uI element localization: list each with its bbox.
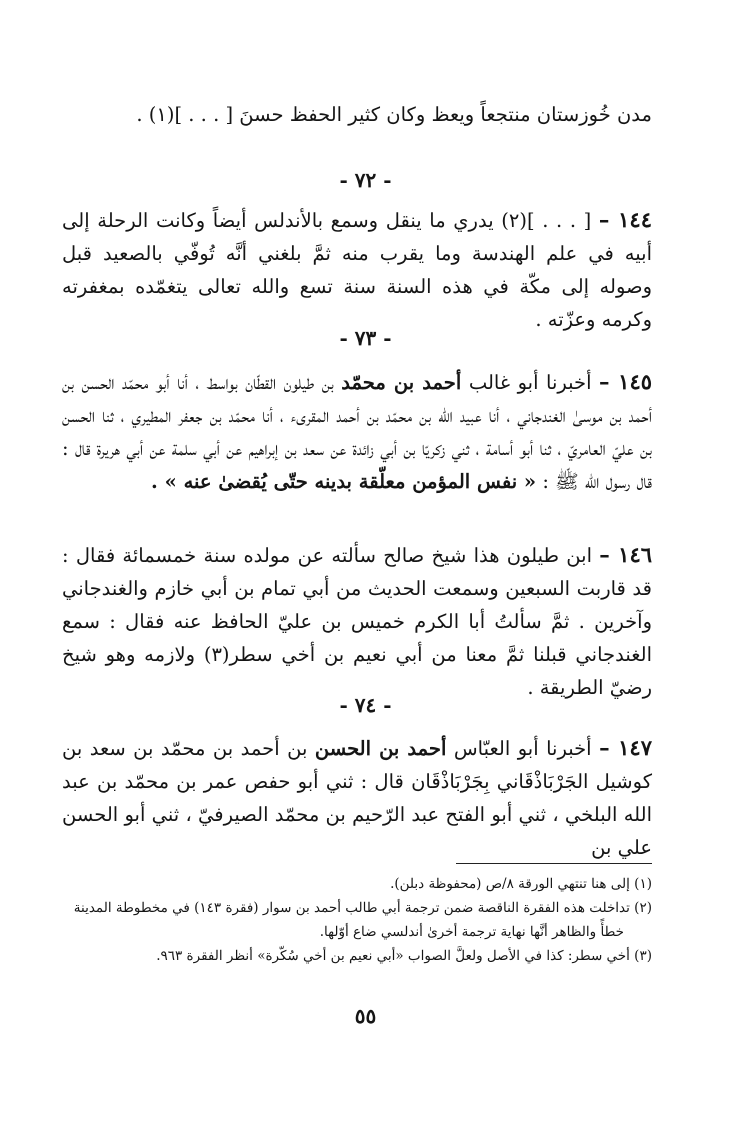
entry-number: ١٤٥ – — [599, 369, 653, 394]
entry-intro: أخبرنا أبو غالب — [468, 371, 592, 394]
entry-147 — [62, 731, 652, 864]
continuation-paragraph — [62, 98, 652, 131]
entry-number: ١٤٦ – — [599, 542, 653, 567]
entry-text: بن أحمد بن محمّد بن سعد بن كوشيل الجَرْبَاذْقَاني بِجَرْبَاذْقَان قال : ثني أبو حفص عمر بن محمّد بن عبد الله البلخي ، ثني أبو الفتح عبد الرّحيم بن محمّد الصيرفيّ ، ثني أبو الحسن علي بن — [62, 737, 652, 859]
entry-144 — [62, 203, 652, 336]
entry-text: [ . . . ](٢) يدري ما ينقل وسمع بالأندلس أيضاً وكانت الرحلة إلى أبيه في علم الهندسة وما يقرب منه ثمَّ بلغني أنَّه تُوفّي بالصعيد قبل وصوله إلى مكّة في هذه السنة سنة تسع والله تعالى يتغمّده بمغفرته وكرمه وعزّته . — [62, 209, 652, 331]
continuation-text: مدن خُوزستان منتجعاً ويعظ وكان كثير الحفظ حسنَ [ . . . ](١) . — [136, 103, 652, 126]
footnote-2-continuation: خطأً والظاهر أنَّها نهاية ترجمة أخرىٰ أندلسي ضاع أوّلها. — [319, 924, 624, 940]
section-marker-74: - ٧٤ - — [339, 693, 392, 717]
narrator-name: أحمد بن الحسن — [314, 737, 447, 760]
footnote-divider — [456, 863, 652, 864]
entry-intro: أخبرنا أبو العبّاس — [453, 737, 592, 760]
entry-number: ١٤٧ – — [599, 735, 652, 760]
entry-text: ابن طيلون هذا شيخ صالح سألته عن مولده سنة خمسمائة فقال : قد قاربت السبعين وسمعت الحديث من أبي تمام بن أبي خازم والغندجاني وآخرين . ثمَّ سألتُ أبا الكرم خميس بن عليّ الحافظ عنه فقال : سمع الغندجاني قبلنا ثمَّ معنا من أبي نعيم بن أخي سطر(٣) ولازمه وهو شيخ رضيّ الطريقة . — [62, 544, 652, 699]
section-marker-72: - ٧٢ - — [339, 168, 392, 192]
section-marker-73: - ٧٣ - — [339, 326, 392, 350]
footnote-3: (٣) أخي سطر: كذا في الأصل ولعلَّ الصواب «أبي نعيم بن أخي سُكّرة» أنظر الفقرة ٩٦٣. — [156, 948, 652, 964]
narrator-name: أحمد بن محمّد — [341, 371, 462, 394]
hadith-quote: « نفس المؤمن معلّقة بدينه حتّى يُقضىٰ عنه » . — [151, 470, 537, 493]
page-number: ٥٥ — [354, 1004, 377, 1028]
footnotes — [46, 872, 652, 968]
footnote-1: (١) إلى هنا تنتهي الورقة ٨/ص (محفوظة دبلن). — [390, 876, 652, 892]
entry-145 — [62, 365, 652, 498]
entry-number: ١٤٤ – — [598, 207, 652, 232]
entry-146 — [62, 538, 652, 704]
entry-text: بن طيلون القطّان بواسط ، أنا أبو محمّد الحسن بن أحمد بن موسىٰ الغندجاني ، أنا عبيد الله بن محمّد بن أحمد المقرىء ، أنا محمّد بن جعفر المطيري ، ثنا الحسن بن عليّ العامريّ ، ثنا أبو أسامة ، ثني زكريّا بن أبي زائدة عن سعد بن إبراهيم عن أبي سلمة عن أبي هريرة قال : قال رسول الله ﷺ : — [62, 371, 652, 493]
footnote-2: (٢) تداخلت هذه الفقرة الناقصة ضمن ترجمة أبي طالب أحمد بن سوار (فقرة ١٤٣) في مخطوطة المدينة — [73, 900, 652, 916]
